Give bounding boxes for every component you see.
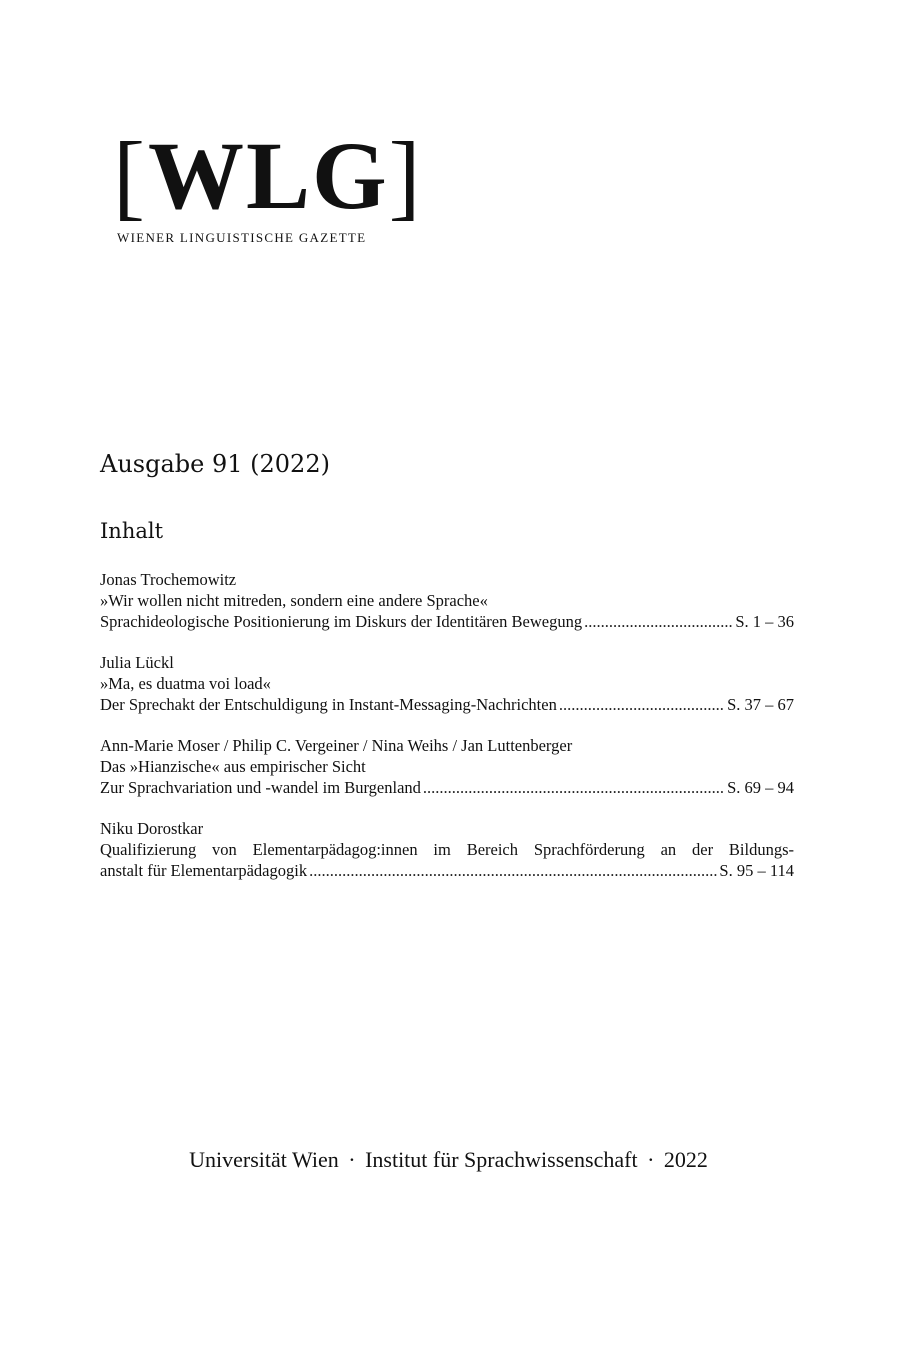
entry-pages: S. 1 – 36 [735, 612, 794, 631]
entry-pages: S. 95 – 114 [719, 861, 794, 880]
dot-leader [559, 694, 725, 715]
toc-entry [100, 818, 794, 881]
entry-pages: S. 37 – 67 [727, 695, 794, 714]
entry-authors: Jonas Trochemowitz [100, 570, 237, 589]
publisher-footer [0, 1145, 897, 1175]
journal-logo [113, 122, 424, 246]
journal-subtitle: WIENER LINGUISTISCHE GAZETTE [117, 230, 367, 245]
logo-bracket-close: ] [388, 122, 424, 229]
footer-separator: · [647, 1147, 655, 1172]
entry-authors: Niku Dorostkar [100, 819, 204, 838]
entry-subtitle-line [100, 777, 794, 798]
entry-title-continued: anstalt für Elementarpädagogik [100, 861, 308, 880]
footer-university: Universität Wien [189, 1147, 339, 1172]
dot-leader [584, 611, 733, 632]
dot-leader [423, 777, 725, 798]
entry-title: »Ma, es duatma voi load« [100, 674, 271, 693]
entry-title-line-2 [100, 860, 794, 881]
entry-title: »Wir wollen nicht mitreden, sondern eine andere Sprache« [100, 591, 488, 610]
entry-subtitle: Zur Sprachvariation und -wandel im Burgenland [100, 778, 421, 797]
entry-authors: Ann-Marie Moser / Philip C. Vergeiner / Nina Weihs / Jan Luttenberger [100, 736, 573, 755]
toc-entry [100, 735, 794, 798]
table-of-contents [100, 569, 794, 901]
entry-title: Das »Hianzische« aus empirischer Sicht [100, 757, 366, 776]
contents-heading: Inhalt [100, 519, 164, 543]
entry-authors: Julia Lückl [100, 653, 174, 672]
logo-mark [113, 122, 424, 229]
entry-subtitle-line [100, 694, 794, 715]
footer-year: 2022 [663, 1147, 708, 1172]
entry-pages: S. 69 – 94 [727, 778, 794, 797]
footer-institute: Institut für Sprachwissenschaft [365, 1147, 638, 1172]
entry-subtitle-line [100, 611, 794, 632]
entry-subtitle: Der Sprechakt der Entschuldigung in Instant-Messaging-Nachrichten [100, 695, 557, 714]
toc-entry [100, 652, 794, 715]
logo-text: WLG [147, 122, 389, 229]
footer-separator: · [348, 1147, 356, 1172]
dot-leader [309, 860, 717, 881]
toc-entry [100, 569, 794, 632]
entry-title-line-1: Qualifizierung von Elementarpädagog:innen im Bereich Sprachförderung an der Bildungs- [100, 840, 794, 859]
logo-bracket-open: [ [113, 122, 148, 229]
entry-subtitle: Sprachideologische Positionierung im Diskurs der Identitären Bewegung [100, 612, 583, 631]
issue-title: Ausgabe 91 (2022) [100, 450, 330, 478]
